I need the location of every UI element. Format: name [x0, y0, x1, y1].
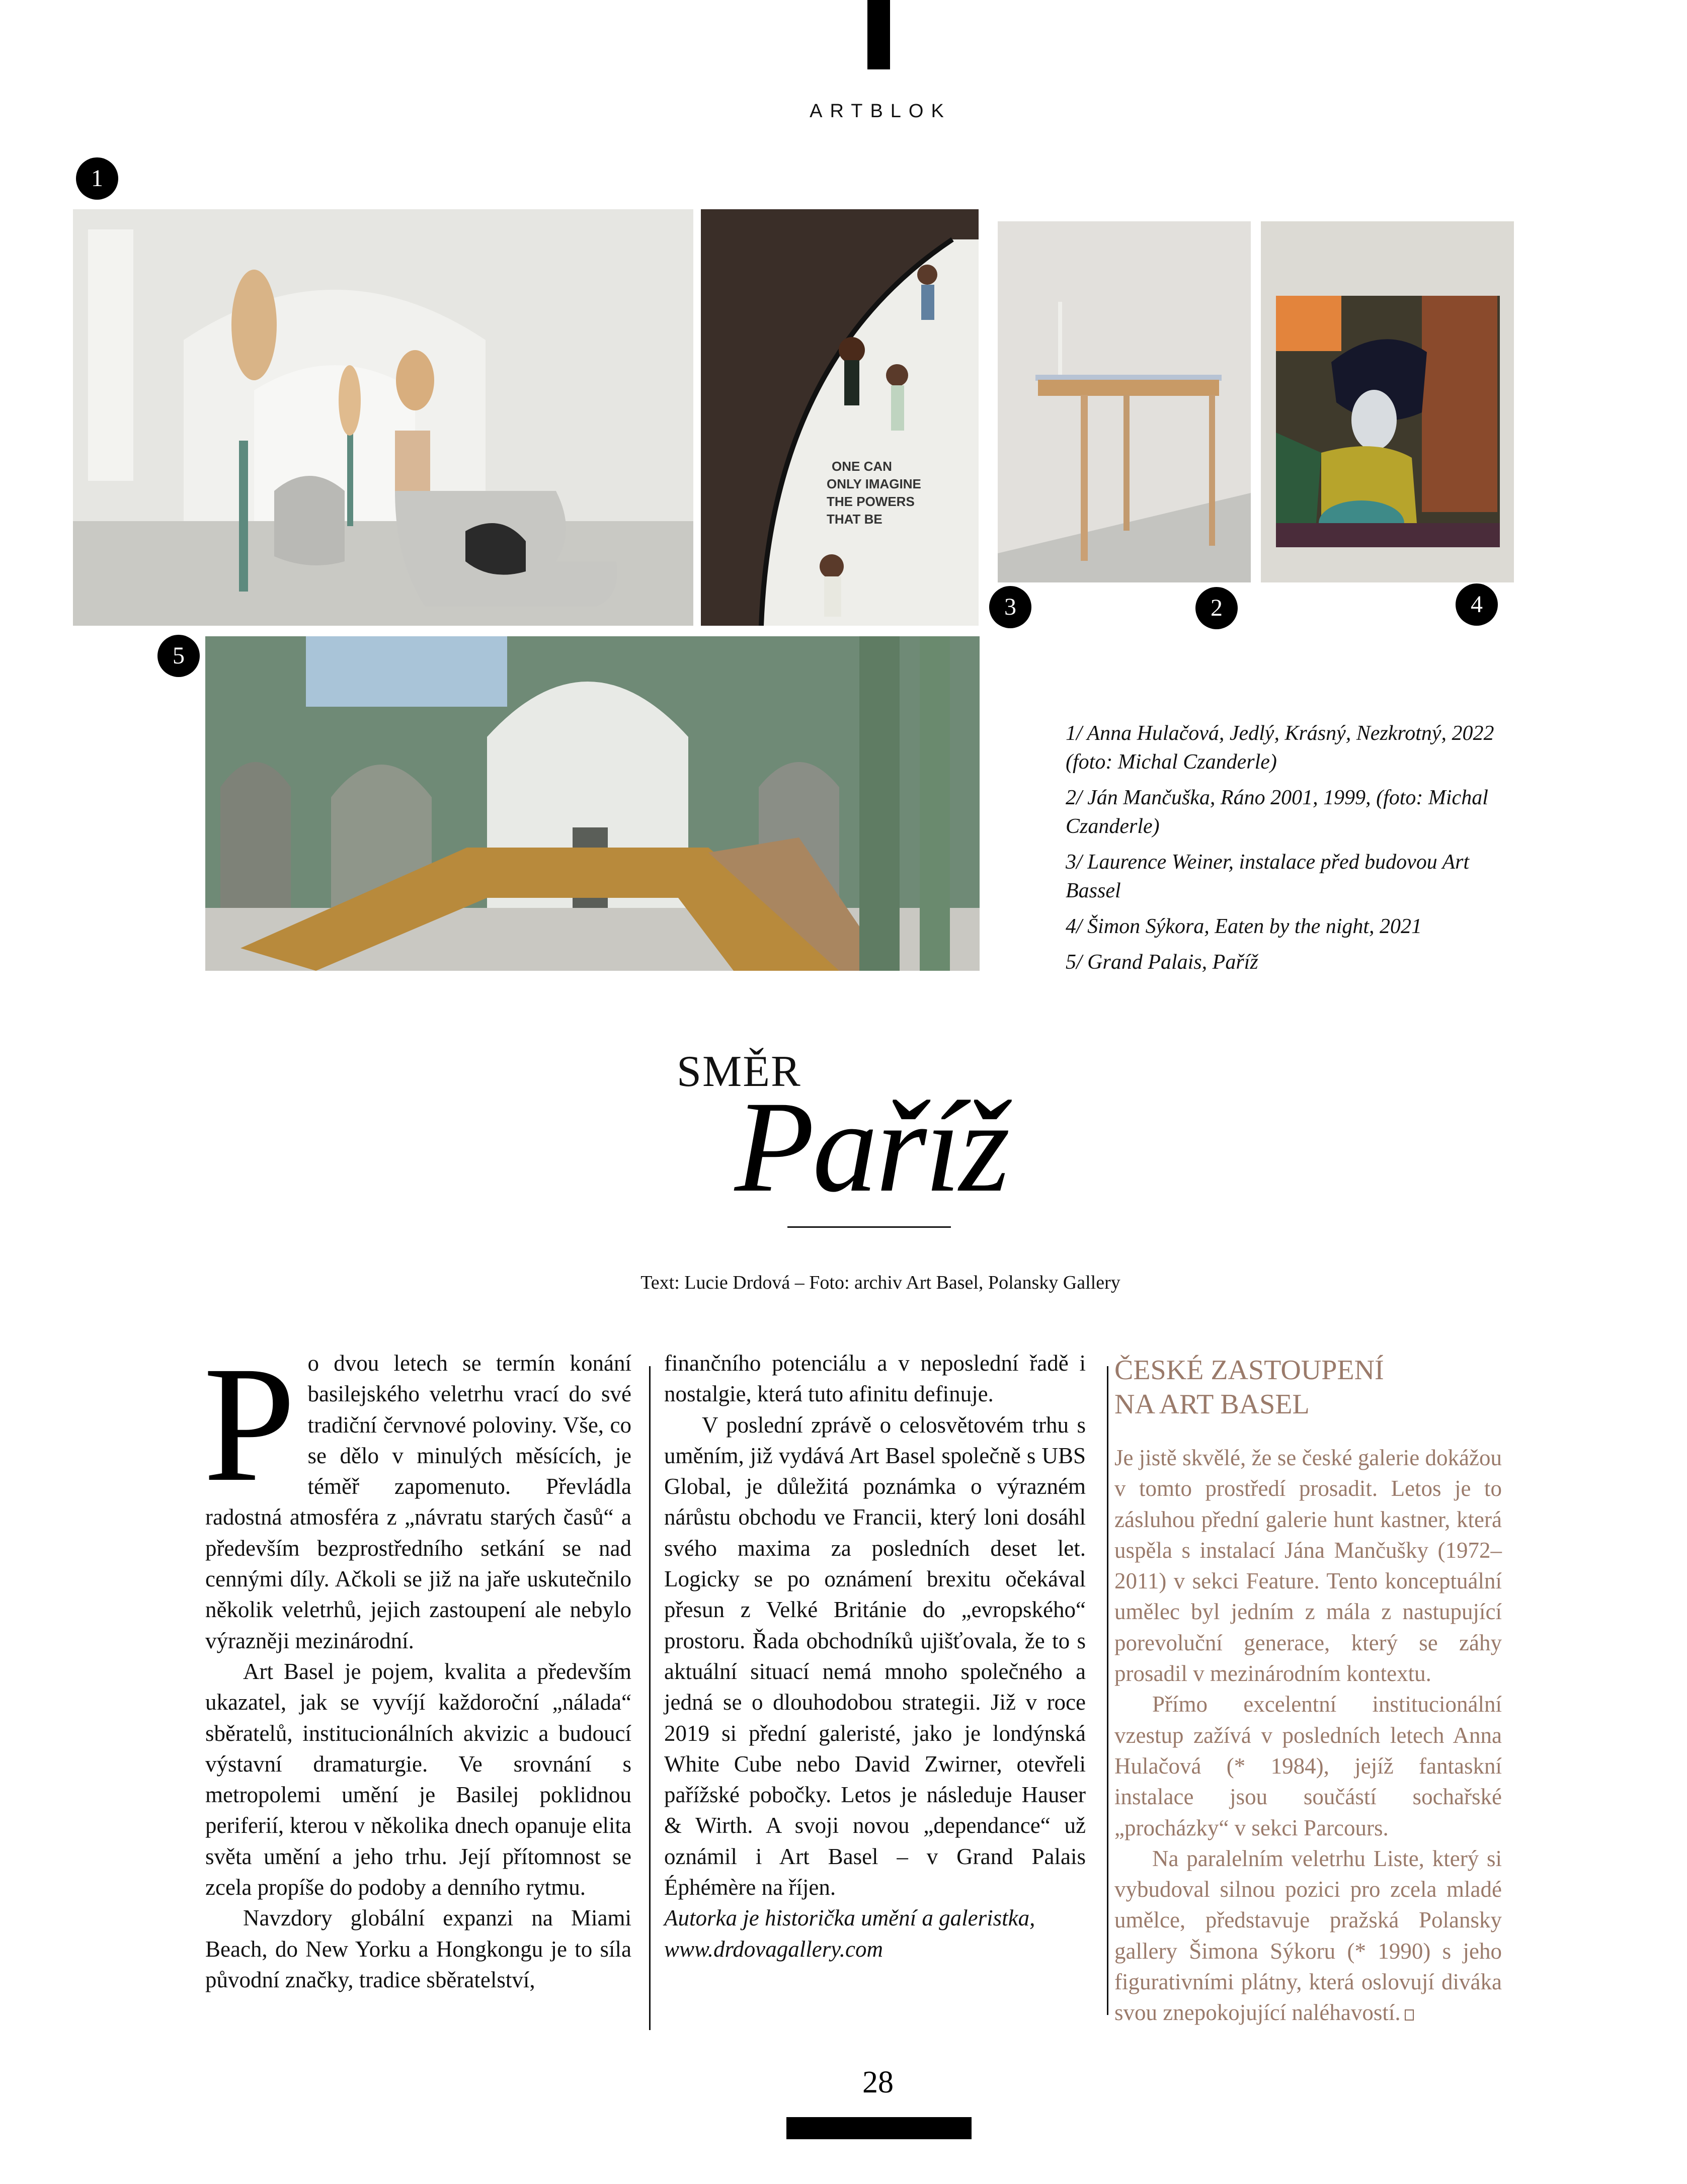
photo-2-mural [701, 209, 979, 626]
sidebar-paragraph-1: Je jistě skvělé, že se české galerie dokážou v tomto prostředí prosadit. Letos je to zásluhou přední galerie hunt kastner, která uspěla s instalací Jána Mančušky (1972–2011) v sekci Feature. Tento konceptuální umělec byl jedním z mála z nastupující porevoluční generace, který se záhy prosadil v mezinárodním kontextu. [1114, 1445, 1502, 1687]
photo-4-painting [1261, 221, 1514, 582]
photo-5-grand-palais [205, 636, 980, 971]
photo-badge-4: 4 [1456, 583, 1498, 626]
page-number: 28 [862, 2065, 894, 2099]
svg-text:THE POWERS: THE POWERS [827, 494, 915, 509]
drop-cap: P [203, 1332, 296, 1516]
mural-text-1: ONE CAN [832, 459, 892, 474]
caption-3: 3/ Laurence Weiner, instalace před budovou Art Bassel [1066, 851, 1470, 902]
photo-badge-2: 2 [1195, 587, 1238, 629]
article-column-1 [203, 1332, 631, 1995]
sidebar-title: ČESKÉ ZASTOUPENÍ NA ART BASEL [1114, 1355, 1384, 1420]
photo-badge-5: 5 [157, 635, 200, 677]
svg-text:ONLY IMAGINE: ONLY IMAGINE [827, 476, 921, 491]
paragraph-4: finančního potenciálu a v neposlední řadě i nostalgie, která tuto afinitu definuje. [664, 1351, 1086, 1407]
sidebar-box [1114, 1353, 1502, 2029]
article-headline: Paříž [735, 1074, 1008, 1219]
photo-badge-1: 1 [76, 157, 118, 200]
paragraph-intro: Po dvou letech se termín konání basilejského veletrhu vrací do své tradiční červnové poloviny. Vše, co se dělo v minulých měsících, je téměř zapomenuto. Převládla radostná atmosféra z „návratu starých časů“ a především bezprostředního setkání se nad cennými díly. Ačkoli se již na jaře uskutečnilo několik veletrhů, jejich zastoupení ale nebylo výrazněji mezinárodní. [203, 1332, 631, 1653]
section-label: ARTBLOK [810, 101, 951, 122]
column-divider-2 [1107, 1366, 1108, 2015]
title-rule [787, 1226, 951, 1228]
bottom-decorative-bar [786, 2117, 972, 2139]
sidebar-paragraph-2: Přímo excelentní institucionální vzestup zažívá v posledních letech Anna Hulačová (* 1984), jejíž fantaskní instalace jsou součástí sochařské „procházky“ v sekci Parcours. [1114, 1692, 1502, 1840]
column-divider-1 [649, 1366, 651, 2030]
article-credit: Text: Lucie Drdová – Foto: archiv Art Basel, Polansky Gallery [640, 1272, 1120, 1293]
end-mark-icon [1405, 2009, 1414, 2021]
sidebar-paragraph-3: Na paralelním veletrhu Liste, který si vybudoval silnou pozici pro zcela mladé umělce, představuje pražská Polansky gallery Šimona Sýkoru (* 1990) s jeho figurativními plátny, která oslovují diváka svou znepokojující naléhavostí. [1114, 1845, 1502, 2026]
photo-badge-3: 3 [989, 586, 1031, 628]
paragraph-2: Art Basel je pojem, kvalita a především ukazatel, jak se vyvíjí každoroční „nálada“ sběratelů, institucionálních akvizic a budoucí výstavní dramaturgie. Ve srovnání s metropolemi umění je Basilej poklidnou periferií, kterou v několika dnech opanuje elita světa umění a jeho trhu. Její přítomnost se zcela propíše do podoby a denního rytmu. [205, 1658, 631, 1900]
article-column-2 [664, 1348, 1086, 1965]
paragraph-3: Navzdory globální expanzi na Miami Beach, do New Yorku a Hongkongu je to síla původní značky, tradice sběratelství, [205, 1905, 631, 1992]
photo-3-table [998, 221, 1251, 582]
caption-2: 2/ Ján Mančuška, Ráno 2001, 1999, (foto: Michal Czanderle) [1066, 786, 1488, 838]
top-decorative-bar [867, 0, 890, 69]
svg-text:THAT BE: THAT BE [827, 512, 882, 527]
article-kicker: SMĚR [677, 1047, 801, 1096]
photo-captions [1066, 719, 1508, 984]
caption-4: 4/ Šimon Sýkora, Eaten by the night, 2021 [1066, 915, 1422, 938]
paragraph-5: V poslední zprávě o celosvětovém trhu s uměním, již vydává Art Basel společně s UBS Global, je důležitá poznámka o výrazném nárůstu obchodu ve Francii, který loni dosáhl svého maxima za posledních deset let. Logicky se po oznámení brexitu očekával přesun z Velké Británie do „evropského“ prostoru. Řada obchodníků ujišťovala, že to s aktuální situací nemá mnoho společného a jedná se o dlouhodobou strategii. Již v roce 2019 si přední galeristé, jako je londýnská White Cube nebo David Zwirner, otevřeli pařížské pobočky. Letos je následuje Hauser & Wirth. A svoji novou „dependance“ už oznámil i Art Basel – v Grand Palais Éphémère na říjen. [664, 1412, 1086, 1900]
caption-5: 5/ Grand Palais, Paříž [1066, 951, 1258, 974]
photo-1-installation [73, 209, 693, 626]
caption-1: 1/ Anna Hulačová, Jedlý, Krásný, Nezkrotný, 2022 (foto: Michal Czanderle) [1066, 722, 1494, 774]
author-bio: Autorka je historička umění a galeristka, www.drdovagallery.com [664, 1905, 1035, 1962]
